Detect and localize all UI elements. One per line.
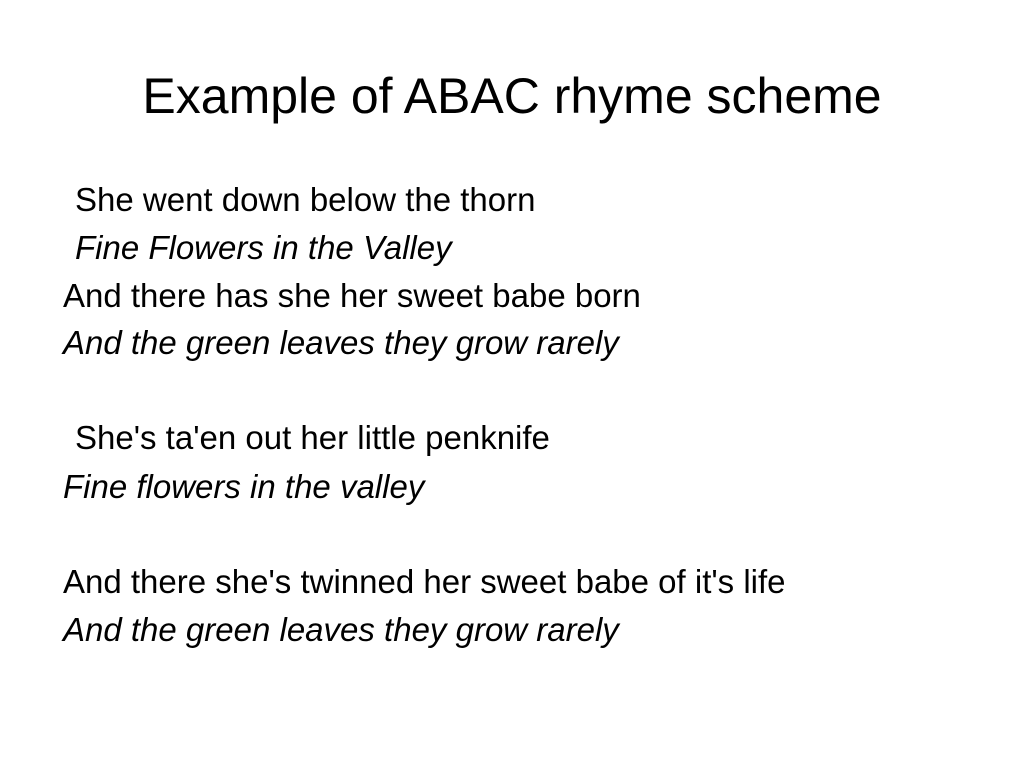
poem-line: And there has she her sweet babe born xyxy=(63,277,641,314)
poem-refrain-line: And the green leaves they grow rarely xyxy=(63,324,619,361)
poem-refrain-line: And the green leaves they grow rarely xyxy=(63,611,619,648)
poem-line: And there she's twinned her sweet babe of it's life xyxy=(63,563,786,600)
poem-refrain-line: Fine flowers in the valley xyxy=(63,468,425,505)
poem-line: She's ta'en out her little penknife xyxy=(75,419,550,456)
poem-line: She went down below the thorn xyxy=(75,181,536,218)
poem-refrain-line: Fine Flowers in the Valley xyxy=(75,229,452,266)
slide-title: Example of ABAC rhyme scheme xyxy=(142,68,882,124)
